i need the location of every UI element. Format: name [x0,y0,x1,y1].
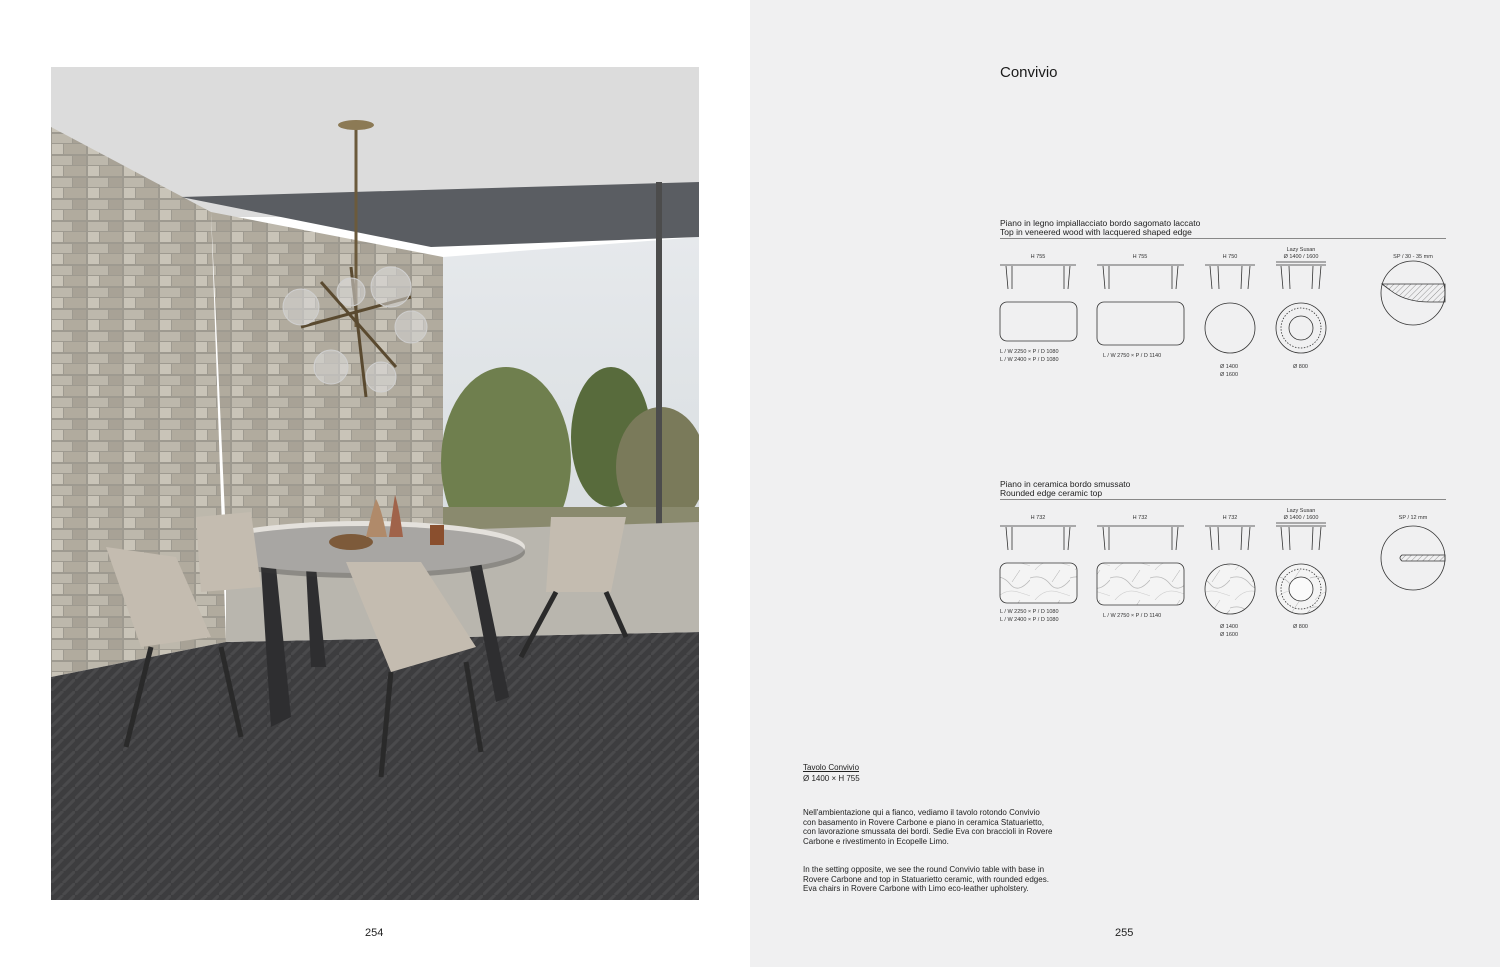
section-1-lazy-susan-dim: Ø 1400 / 1600 [1283,254,1319,260]
section-2-dims-2: L / W 2750 × P / D 1140 [1103,613,1162,619]
section-2-top-view-2 [1097,563,1184,605]
section-2-dims-1b: L / W 2400 × P / D 1080 [1000,617,1059,623]
section-2-edge-detail [1381,526,1445,590]
section-1-top-view-3 [1205,303,1255,353]
section-2-height-1: H 732 [1030,515,1046,521]
caption-title: Tavolo Convivio [803,763,860,772]
section-2-dims-4: Ø 800 [1293,624,1308,630]
section-1-edge-detail [1381,261,1445,325]
section-1-height-1: H 755 [1030,254,1046,260]
section-1-dims-4: Ø 800 [1293,364,1308,370]
section-1-dims-1b: L / W 2400 × P / D 1080 [1000,357,1059,363]
section-1-lazy-susan-title: Lazy Susan [1286,247,1316,253]
section-2-dims-3b: Ø 1600 [1220,632,1239,638]
section-1-title-en: Top in veneered wood with lacquered shaped edge [1000,227,1192,237]
section-2-title-en: Rounded edge ceramic top [1000,488,1103,498]
section-1-side-view-2 [1097,265,1184,289]
section-1-top-view-lazy-susan [1276,303,1326,353]
section-1-edge-label: SP / 30 - 35 mm [1393,254,1433,260]
section-2-dims-1a: L / W 2250 × P / D 1080 [1000,609,1059,615]
section-2-side-view-lazy-susan [1276,523,1326,550]
section-1-side-view-lazy-susan [1276,262,1326,289]
section-2-dims-3a: Ø 1400 [1220,624,1239,630]
section-1-top-view-1 [1000,302,1077,341]
section-2-title-it: Piano in ceramica bordo smussato [1000,479,1131,489]
section-2-height-2: H 732 [1132,515,1148,521]
caption-dimension: Ø 1400 × H 755 [803,774,860,783]
right-page [750,0,1500,967]
section-1-dims-3a: Ø 1400 [1220,364,1239,370]
section-2-side-view-2 [1097,526,1184,550]
section-2-top-view-1 [1000,563,1077,603]
page-number: 255 [1115,927,1134,939]
section-2-side-view-1 [1000,526,1076,550]
section-2-edge-label: SP / 12 mm [1398,515,1428,521]
section-2-top-view-3 [1205,564,1255,614]
section-1-top-view-2 [1097,302,1184,345]
page-title: Convivio [1000,64,1058,81]
dining-room-photo [51,67,699,900]
section-2-side-view-3 [1205,526,1255,550]
section-2-lazy-susan-title: Lazy Susan [1286,508,1316,514]
section-1-dims-3b: Ø 1600 [1220,372,1239,378]
description-english: In the setting opposite, we see the round Convivio table with base in Rovere Carbone and top in Statuarietto ceramic, with rounded edges. Eva chairs in Rovere Carbone with Limo eco-leather upholstery. [803,865,1049,893]
description-italian: Nell'ambientazione qui a fianco, vediamo il tavolo rotondo Convivio con basamento in Rovere Carbone e piano in ceramica Statuarietto, con lavorazione smussata dei bordi. Sedie Eva con braccioli in Rovere Carbone e rivestimento in Ecopelle Limo. [803,808,1053,846]
page-number: 254 [365,927,384,939]
section-1-title-it: Piano in legno impiallacciato bordo sagomato laccato [1000,218,1201,228]
section-2-top-view-lazy-susan [1276,564,1326,614]
section-1-side-view-3 [1205,265,1255,289]
section-1-dims-1a: L / W 2250 × P / D 1080 [1000,349,1059,355]
section-2-height-3: H 732 [1222,515,1238,521]
section-2-lazy-susan-dim: Ø 1400 / 1600 [1283,515,1319,521]
section-1-height-2: H 755 [1132,254,1148,260]
section-1-dims-2: L / W 2750 × P / D 1140 [1103,353,1162,359]
section-1-height-3: H 750 [1222,254,1238,260]
section-1-side-view-1 [1000,265,1076,289]
